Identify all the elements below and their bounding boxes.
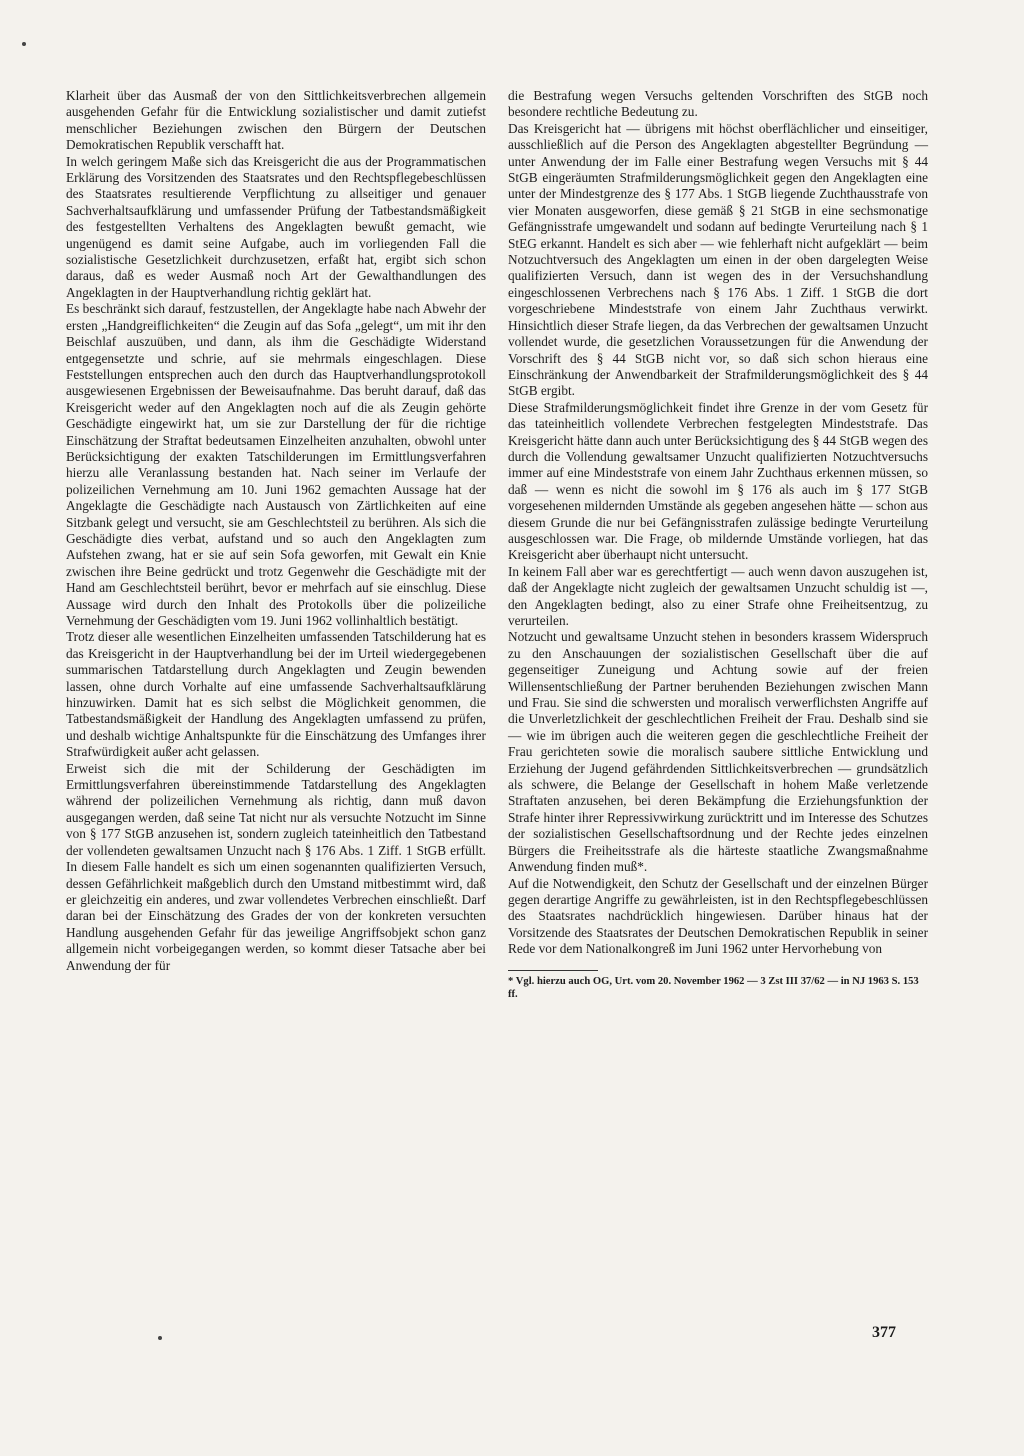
paragraph: die Bestrafung wegen Versuchs geltenden Vorschriften des StGB noch besondere rechtliche Bedeutung zu. <box>508 88 928 120</box>
paragraph: Diese Strafmilderungsmöglichkeit findet ihre Grenze in der vom Gesetz für das tateinheitlich vollendete Verbrechen festgelegten Mindeststrafe. Das Kreisgericht hätte dann auch unter Berücksichtigung des § 44 StGB wegen des durch die Vollendung gewaltsamer Unzucht qualifizierten Notzuchtversuchs immer auf eine Mindeststrafe von einem Jahr Zuchthaus erkennen müssen, so daß — wenn es nicht die sowohl im § 176 als auch im § 177 StGB vorgesehenen mildernden Umstände als gegeben angesehen hätte — schon aus diesem Grunde die nur bei Gefängnisstrafen zulässige bedingte Verurteilung ausgeschlossen war. Die Frage, ob mildernde Umstände vorliegen, hat das Kreisgericht aber überhaupt nicht untersucht. <box>508 399 928 563</box>
paragraph: Klarheit über das Ausmaß der von den Sittlichkeitsverbrechen allgemein ausgehenden Gefahr für die Entwicklung sozialistischer und damit zutiefst menschlicher Beziehungen zwischen den Bürgern der Deutschen Demokratischen Republik verschafft hat. <box>66 88 486 153</box>
scan-speck <box>158 1336 162 1340</box>
footnote: * Vgl. hierzu auch OG, Urt. vom 20. November 1962 — 3 Zst III 37/62 — in NJ 1963 S. 153 ff. <box>508 975 919 1000</box>
left-column <box>66 88 486 974</box>
paragraph: Das Kreisgericht hat — übrigens mit höchst oberflächlicher und einseitiger, ausschließlich auf die Person des Angeklagten abgestellter Begründung — unter Anwendung der im Falle einer Bestrafung wegen Versuchs mit § 44 StGB eingeräumten Strafmilderungsmöglichkeit gegen den Angeklagten eine unter der Mindestgrenze des § 177 Abs. 1 StGB liegende Zuchthausstrafe von vier Monaten ausgeworfen, diese gemäß § 21 StGB in eine sechsmonatige Gefängnisstrafe umgewandelt und sodann auf bedingte Verurteilung nach § 1 StEG erkannt. Handelt es sich aber — wie fehlerhaft nicht aufgeklärt — beim Notzuchtversuch des Angeklagten um einen in der oben dargelegten Weise qualifizierten Versuch, dann ist wegen des in der Versuchshandlung eingeschlossenen Verbrechens nach § 176 Abs. 1 Ziff. 1 StGB die dort vorgeschriebene Mindeststrafe von einem Jahr Zuchthaus verwirkt. Hinsichtlich dieser Strafe liegen, da das Verbrechen der gewaltsamen Unzucht vollendet wurde, die gesetzlichen Voraussetzungen für die Anwendung der Vorschrift des § 44 StGB nicht vor, so daß sich schon hieraus eine Einschränkung der Anwendbarkeit der Strafmilderungsmöglichkeit des § 44 StGB ergibt. <box>508 120 928 399</box>
page-number: 377 <box>872 1324 896 1341</box>
paragraph: In welch geringem Maße sich das Kreisgericht die aus der Programmatischen Erklärung des Vorsitzenden des Staatsrates und den Rechtspflegebeschlüssen des Staatsrates resultierende Verpflichtung zu allseitiger und genauer Sachverhaltsaufklärung und umfassender Prüfung der Tatbestandsmäßigkeit des festgestellten Verhaltens des Angeklagten bewußt gemacht, wie ungenügend es damit seine Aufgabe, auch im vorliegenden Fall die sozialistische Gesetzlichkeit durchzusetzen, erfaßt hat, ergibt sich schon daraus, daß es weder Ausmaß noch Art der Gewalthandlungen des Angeklagten in der Hauptverhandlung richtig geklärt hat. <box>66 153 486 300</box>
paragraph: Notzucht und gewaltsame Unzucht stehen in besonders krassem Widerspruch zu den Anschauungen der sozialistischen Gesellschaft über die auf gegenseitiger Zuneigung und Achtung sowie auf der freien Willensentschließung der Partner beruhenden Beziehungen zwischen Mann und Frau. Sie sind die schwersten und moralisch verwerflichsten Angriffe auf die Unverletzlichkeit der geschlechtlichen Freiheit der Frau. Deshalb sind sie — wie im übrigen auch die weiteren gegen die geschlechtliche Freiheit der Frau gerichteten sowie die moralisch saubere sittliche Entwicklung und Erziehung der Jugend gefährdenden Sittlichkeitsverbrechen — grundsätzlich als schwere, die Belange der Gesellschaft in hohem Maße verletzende Straftaten anzusehen, bei deren Bekämpfung die Erziehungsfunktion der Strafe hinter ihrer Repressivwirkung zurücktritt und im Interesse des Schutzes der sozialistischen Gesellschaftsordnung und der Rechte jedes einzelnen Bürgers die Freiheitsstrafe als die härteste staatliche Zwangsmaßnahme Anwendung finden muß*. <box>508 629 928 875</box>
paragraph: Erweist sich die mit der Schilderung der Geschädigten im Ermittlungsverfahren übereinstimmende Tatdarstellung des Angeklagten während der polizeilichen Vernehmung als richtig, dann muß davon ausgegangen werden, daß seine Tat nicht nur als versuchte Notzucht im Sinne von § 177 StGB anzusehen ist, sondern zugleich tateinheitlich den Tatbestand der vollendeten gewaltsamen Unzucht nach § 176 Abs. 1 Ziff. 1 StGB erfüllt. In diesem Falle handelt es sich um einen sogenannten qualifizierten Versuch, dessen Gefährlichkeit maßgeblich durch den Umstand mitbestimmt wird, daß er gleichzeitig ein anderes, und zwar vollendetes Verbrechen einschließt. Darf daran bei der Einschätzung des Grades der von der konkreten versuchten Handlung ausgehenden Gefahr für das jeweilige Angriffsobjekt schon ganz allgemein nicht vorbeigegangen werden, so kommt dieser Tatsache aber bei Anwendung der für <box>66 760 486 973</box>
paragraph: In keinem Fall aber war es gerechtfertigt — auch wenn davon auszugehen ist, daß der Angeklagte nicht zugleich der gewaltsamen Unzucht schuldig ist —, den Angeklagten bedingt, also zu einer Strafe ohne Freiheitsentzug, zu verurteilen. <box>508 563 928 628</box>
right-column <box>508 88 928 1001</box>
paragraph: Es beschränkt sich darauf, festzustellen, der Angeklagte habe nach Abwehr der ersten „Handgreiflichkeiten“ die Zeugin auf das Sofa „gelegt“, um mit ihr den Beischlaf auszuüben, und dann, als ihm die Geschädigte Widerstand entgegensetzte und schrie, auf sie mehrmals eingeschlagen. Diese Feststellungen entsprechen auch den durch das Hauptverhandlungsprotokoll ausgewiesenen Ergebnissen der Beweisaufnahme. Das beruht darauf, daß das Kreisgericht weder auf den Angeklagten noch auf die als Zeugin gehörte Geschädigte eingewirkt hat, um sie zur Darstellung der für die richtige Einschätzung der Straftat bedeutsamen Einzelheiten anzuhalten, obwohl unter Berücksichtigung der exakten Tatschilderungen im Ermittlungsverfahren hierzu alle Veranlassung bestanden hat. Nach seiner im Verlaufe der polizeilichen Vernehmung am 10. Juni 1962 gemachten Aussage hat der Angeklagte die Geschädigte nach Austausch von Zärtlichkeiten auf eine Sitzbank gelegt und versucht, sie am Geschlechtsteil zu berühren. Als sich die Geschädigte dies verbat, aufstand und so auch den Angeklagten zum Aufstehen zwang, hat er sie auf sein Sofa geworfen, mit Gewalt ein Knie zwischen ihre Beine gedrückt und trotz Gegenwehr die Geschädigte mit der Hand am Geschlechtsteil berührt, bevor er mehrfach auf sie einschlug. Diese Aussage wird durch den Inhalt des Protokolls über die polizeiliche Vernehmung der Geschädigten vom 19. Juni 1962 vollinhaltlich bestätigt. <box>66 301 486 628</box>
scan-speck <box>22 42 26 46</box>
paragraph: Trotz dieser alle wesentlichen Einzelheiten umfassenden Tatschilderung hat es das Kreisgericht in der Hauptverhandlung bei der im Urteil wiedergegebenen summarischen Tatdarstellung durch Angeklagten und Zeugin bewenden lassen, ohne durch Vorhalte auf eine umfassende Sachverhaltsaufklärung hinzuwirken. Damit hat es sich selbst die Möglichkeit genommen, die Tatbestandsmäßigkeit der Handlung des Angeklagten umfassend zu prüfen, und deshalb wichtige Anhaltspunkte für die Einschätzung des Umfanges ihrer Strafwürdigkeit außer acht gelassen. <box>66 629 486 760</box>
paragraph: Auf die Notwendigkeit, den Schutz der Gesellschaft und der einzelnen Bürger gegen derartige Angriffe zu gewährleisten, ist in den Rechtspflegebeschlüssen des Staatsrates nachdrücklich hingewiesen. Darüber hinaus hat der Vorsitzende des Staatsrates der Deutschen Demokratischen Republik in seiner Rede vor dem Nationalkongreß im Juni 1962 unter Hervorhebung von <box>508 875 928 957</box>
footnote-divider <box>508 970 598 971</box>
